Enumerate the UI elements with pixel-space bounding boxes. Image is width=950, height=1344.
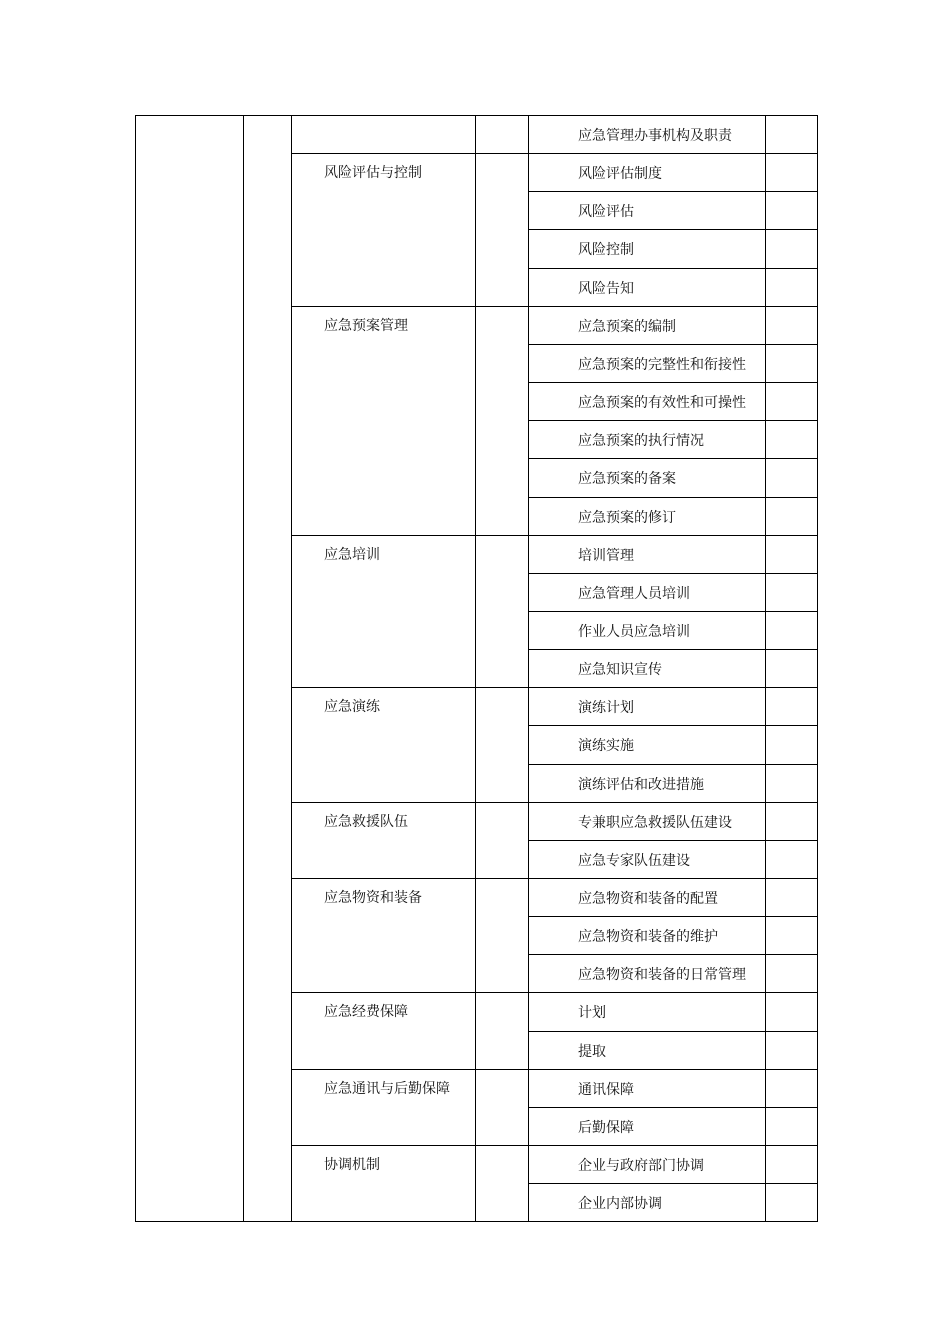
item-label: 风险告知 [578, 280, 634, 297]
table-border-bottom [135, 1221, 818, 1222]
item-row-line [528, 1145, 818, 1146]
item-label: 风险评估 [578, 204, 634, 221]
item-row-line [528, 382, 818, 383]
item-label: 应急预案的执行情况 [578, 433, 704, 450]
group-label: 应急预案管理 [324, 317, 408, 334]
group-label: 应急演练 [324, 699, 380, 716]
group-row-line [291, 1145, 529, 1146]
item-row-line [528, 497, 818, 498]
item-label: 应急知识宣传 [578, 662, 662, 679]
item-label: 应急预案的备案 [578, 471, 676, 488]
column-line-5 [765, 115, 766, 1222]
group-row-line [291, 878, 529, 879]
item-row-line [528, 840, 818, 841]
item-label: 应急预案的有效性和可操性 [578, 395, 746, 412]
item-label: 应急专家队伍建设 [578, 852, 690, 869]
item-label: 提取 [578, 1043, 606, 1060]
item-row-line [528, 153, 818, 154]
group-row-line [291, 802, 529, 803]
item-row-line [528, 535, 818, 536]
item-label: 应急管理办事机构及职责 [578, 128, 732, 144]
item-row-line [528, 1069, 818, 1070]
item-row-line [528, 916, 818, 917]
item-label: 风险控制 [578, 242, 634, 259]
group-label: 应急救援队伍 [324, 813, 408, 830]
item-label: 演练评估和改进措施 [578, 776, 704, 793]
item-row-line [528, 1107, 818, 1108]
item-row-line [528, 268, 818, 269]
item-label: 作业人员应急培训 [578, 623, 690, 640]
column-line-2 [291, 115, 292, 1222]
group-row-line [291, 992, 529, 993]
item-label: 计划 [578, 1005, 606, 1022]
item-label: 应急预案的完整性和衔接性 [578, 356, 746, 373]
item-label: 企业与政府部门协调 [578, 1158, 704, 1175]
item-label: 应急物资和装备的日常管理 [578, 967, 746, 984]
table-border-top [135, 115, 818, 116]
group-row-line [291, 153, 529, 154]
item-row-line [528, 611, 818, 612]
item-label: 通讯保障 [578, 1081, 634, 1098]
column-line-3 [475, 115, 476, 1222]
item-row-line [528, 306, 818, 307]
item-label: 专兼职应急救援队伍建设 [578, 814, 732, 831]
item-row-line [528, 802, 818, 803]
item-label: 应急物资和装备的配置 [578, 891, 718, 907]
item-row-line [528, 954, 818, 955]
item-label: 企业内部协调 [578, 1196, 662, 1213]
item-row-line [528, 878, 818, 879]
item-row-line [528, 725, 818, 726]
column-line-6 [817, 115, 818, 1222]
item-label: 风险评估制度 [578, 166, 662, 183]
item-row-line [528, 649, 818, 650]
item-row-line [528, 764, 818, 765]
group-label: 风险评估与控制 [324, 165, 422, 182]
item-row-line [528, 573, 818, 574]
item-label: 应急预案的编制 [578, 318, 676, 335]
item-row-line [528, 229, 818, 230]
group-row-line [291, 1069, 529, 1070]
item-label: 后勤保障 [578, 1119, 634, 1136]
item-label: 演练计划 [578, 700, 634, 717]
column-line-0 [135, 115, 136, 1222]
item-label: 演练实施 [578, 738, 634, 755]
item-label: 培训管理 [578, 547, 634, 564]
item-label: 应急管理人员培训 [578, 585, 690, 602]
group-row-line [291, 306, 529, 307]
group-label: 应急物资和装备 [324, 890, 422, 906]
column-line-1 [243, 115, 244, 1222]
item-row-line [528, 420, 818, 421]
item-row-line [528, 687, 818, 688]
group-label: 应急培训 [324, 546, 380, 563]
item-row-line [528, 458, 818, 459]
group-label: 应急通讯与后勤保障 [324, 1080, 450, 1097]
item-row-line [528, 344, 818, 345]
item-row-line [528, 992, 818, 993]
item-row-line [528, 191, 818, 192]
item-label: 应急物资和装备的维护 [578, 929, 718, 946]
item-row-line [528, 1183, 818, 1184]
group-row-line [291, 687, 529, 688]
group-label: 应急经费保障 [324, 1004, 408, 1021]
group-label: 协调机制 [324, 1157, 380, 1174]
column-line-4 [528, 115, 529, 1222]
group-row-line [291, 535, 529, 536]
item-label: 应急预案的修订 [578, 509, 676, 526]
item-row-line [528, 1031, 818, 1032]
